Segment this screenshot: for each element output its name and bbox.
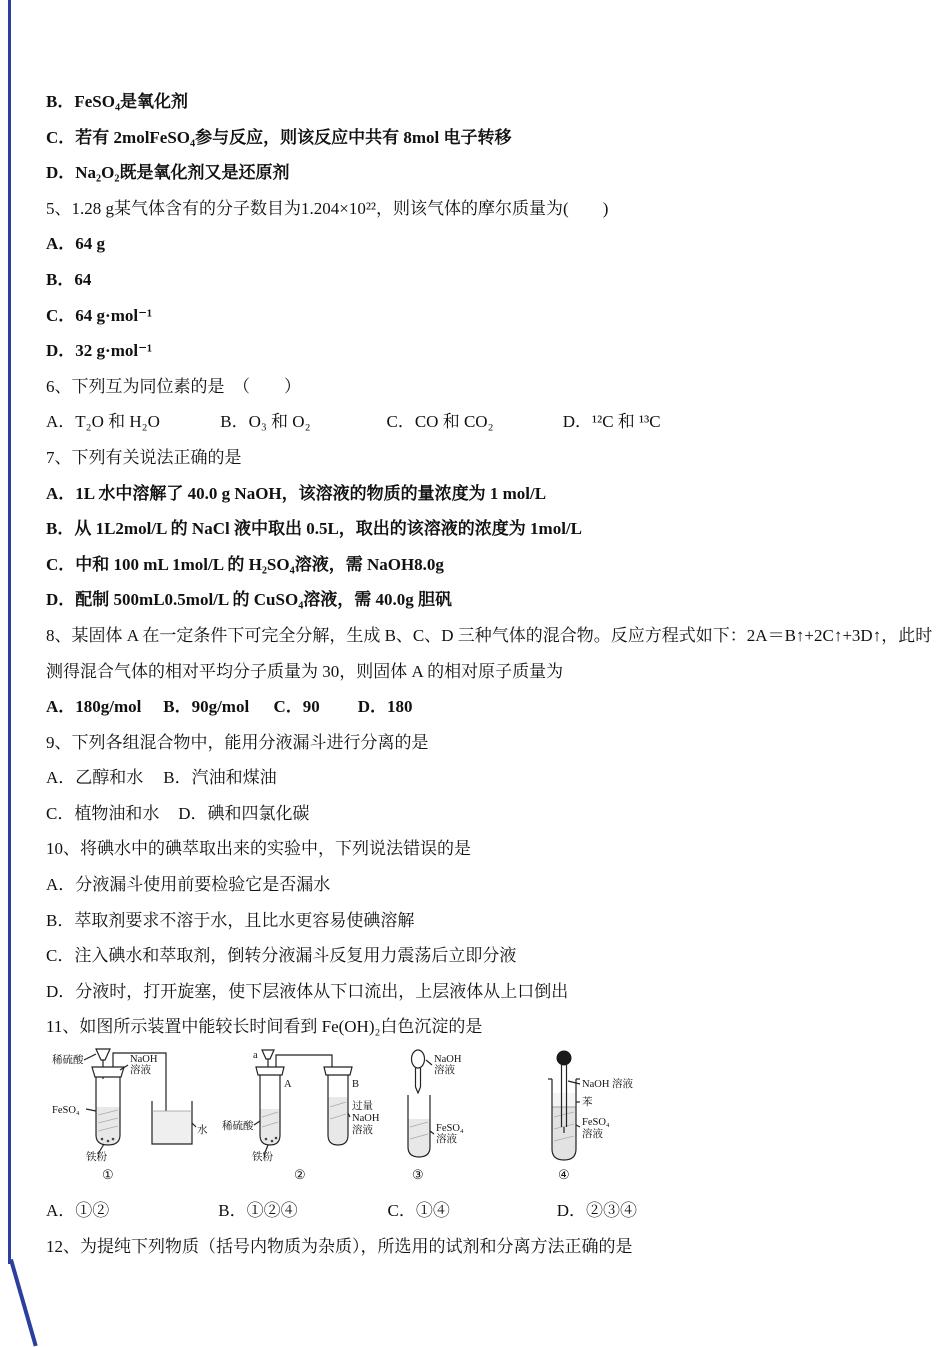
q6-option-a: A．T₂O 和 H₂O [46, 412, 160, 432]
q8-options-row [46, 689, 916, 725]
q7-option-c: C．中和 100 mL 1mol/L 的 H₂SO₄溶液，需 NaOH8.0g [46, 554, 444, 574]
q5-option-b: B．64 [46, 269, 92, 289]
label-naoh-4: NaOH 溶液 [582, 1079, 634, 1091]
q11-stem: 11、如图所示装置中能较长时间看到 Fe(OH)₂白色沉淀的是 [46, 1017, 483, 1037]
label-iron-1: 铁粉 [86, 1152, 107, 1164]
q10-option-c: C．注入碘水和萃取剂，倒转分液漏斗反复用力震荡后立即分液 [46, 946, 517, 966]
q9-option-b: B．汽油和煤油 [163, 768, 277, 788]
q11-option-b: B．①②④ [218, 1201, 298, 1221]
label-tube-b: B [352, 1079, 360, 1091]
circle-number-3-icon: ③ [412, 1167, 424, 1183]
q6-options-row [46, 404, 916, 440]
apparatus-4 [548, 1051, 634, 1183]
q7-option-d: D．配制 500mL0.5mol/L 的 CuSO₄溶液，需 40.0g 胆矾 [46, 590, 453, 610]
q6-option-c: C．CO 和 CO₂ [386, 412, 494, 432]
q9-option-a: A．乙醇和水 [46, 768, 144, 788]
label-tube-a: A [284, 1079, 292, 1091]
stopper-icon-2a [256, 1067, 284, 1075]
stopper-icon-2b [324, 1067, 352, 1075]
dropper-bulb-icon-3 [412, 1050, 425, 1068]
q4-option-d: D．Na₂O₂既是氧化剂又是还原剂 [46, 163, 290, 183]
q7-option-b: B．从 1L2mol/L 的 NaCl 液中取出 0.5L，取出的该溶液的浓度为 1mol/L [46, 519, 582, 539]
page-left-border [8, 0, 11, 1264]
label-acid-2: 稀硫酸 [222, 1121, 254, 1133]
dropper-bulb-icon-4 [557, 1051, 572, 1066]
q9-stem: 9、下列各组混合物中，能用分液漏斗进行分离的是 [46, 732, 429, 752]
label-feso4-3a: FeSO₄ [436, 1123, 464, 1135]
label-naoh-2c: 溶液 [352, 1125, 373, 1137]
q9-option-c: C．植物油和水 [46, 803, 160, 823]
label-feso4-3b: 溶液 [436, 1134, 457, 1146]
q10-stem: 10、将碘水中的碘萃取出来的实验中，下列说法错误的是 [46, 839, 471, 859]
q11-option-a: A．①② [46, 1201, 110, 1221]
label-naoh-2b: NaOH [352, 1113, 380, 1125]
circle-number-4-icon: ④ [558, 1167, 570, 1183]
label-tap-2: a [253, 1050, 258, 1062]
label-water-1: 水 [197, 1125, 208, 1137]
q4-option-b: B．FeSO₄是氧化剂 [46, 92, 189, 111]
apparatus-3 [408, 1050, 464, 1182]
thistle-funnel-icon-1 [96, 1049, 110, 1060]
q10-option-d: D．分液时，打开旋塞，使下层液体从下口流出，上层液体从上口倒出 [46, 981, 569, 1001]
q6-option-b: B．O₃ 和 O₂ [220, 412, 311, 432]
q4-option-c: C．若有 2molFeSO₄参与反应，则该反应中共有 8mol 电子转移 [46, 127, 512, 147]
label-feso4-4a: FeSO₄ [582, 1117, 610, 1129]
q6-stem: 6、下列互为同位素的是 （ ） [46, 376, 301, 396]
apparatus-2 [222, 1050, 380, 1182]
q8-option-d: D．180 [357, 697, 413, 717]
q6-option-d: D．¹²C 和 ¹³C [562, 412, 661, 432]
q8-option-b: B．90g/mol [163, 697, 250, 717]
dropper-tip-icon-3 [416, 1087, 421, 1093]
page-corner-mark [9, 1259, 38, 1347]
q5-option-d: D．32 g·mol⁻¹ [46, 341, 153, 361]
q5-option-c: C．64 g·mol⁻¹ [46, 305, 153, 325]
q11-option-c: C．①④ [387, 1201, 450, 1221]
q12-stem: 12、为提纯下列物质（括号内物质为杂质），所选用的试剂和分离方法正确的是 [46, 1236, 633, 1256]
q10-option-a: A．分液漏斗使用前要检验它是否漏水 [46, 875, 331, 895]
bridge-tube-icon-2 [276, 1055, 332, 1067]
q11-figure [46, 1047, 916, 1191]
label-feso4-1: FeSO₄ [52, 1105, 80, 1117]
funnel-icon-2 [262, 1050, 274, 1059]
q8-stem-line1: 8、某固体 A 在一定条件下可完全分解，生成 B、C、D 三种气体的混合物。反应方程式如下：2A＝B↑+2C↑+3D↑，此时 [46, 625, 933, 645]
q9-option-d: D．碘和四氯化碳 [178, 803, 310, 823]
circle-number-1-icon: ① [102, 1167, 114, 1183]
apparatus-1 [52, 1049, 208, 1182]
label-benzene-4: 苯 [582, 1097, 593, 1109]
circle-number-2-icon: ② [294, 1167, 306, 1183]
q8-stem-line2: 测得混合气体的相对平均分子质量为 30，则固体 A 的相对原子质量为 [46, 661, 564, 681]
q9-options-row1 [46, 760, 916, 796]
label-naoh-1a: NaOH [130, 1054, 158, 1066]
label-acid-1: 稀硫酸 [52, 1055, 84, 1067]
label-naoh-2a: 过量 [352, 1101, 373, 1113]
stopper-icon-1 [92, 1067, 124, 1077]
q7-option-a: A．1L 水中溶解了 40.0 g NaOH，该溶液的物质的量浓度为 1 mol/L [46, 483, 547, 503]
q11-options-row [46, 1193, 916, 1229]
label-naoh-3a: NaOH [434, 1054, 462, 1066]
q8-option-c: C．90 [273, 697, 320, 717]
exam-content [46, 84, 933, 1264]
q11-figure-svg [46, 1047, 671, 1189]
label-feso4-4b: 溶液 [582, 1129, 603, 1141]
q8-option-a: A．180g/mol [46, 697, 142, 717]
q9-options-row2 [46, 796, 916, 832]
q10-option-b: B．萃取剂要求不溶于水，且比水更容易使碘溶解 [46, 910, 415, 930]
q11-option-d: D．②③④ [556, 1201, 638, 1221]
q5-stem: 5、1.28 g某气体含有的分子数目为1.204×10²²，则该气体的摩尔质量为( ) [46, 198, 609, 218]
q7-stem: 7、下列有关说法正确的是 [46, 447, 242, 467]
q5-option-a: A．64 g [46, 234, 106, 254]
label-naoh-3b: 溶液 [434, 1065, 455, 1077]
label-naoh-1b: 溶液 [130, 1065, 151, 1077]
label-iron-2: 铁粉 [252, 1152, 273, 1164]
